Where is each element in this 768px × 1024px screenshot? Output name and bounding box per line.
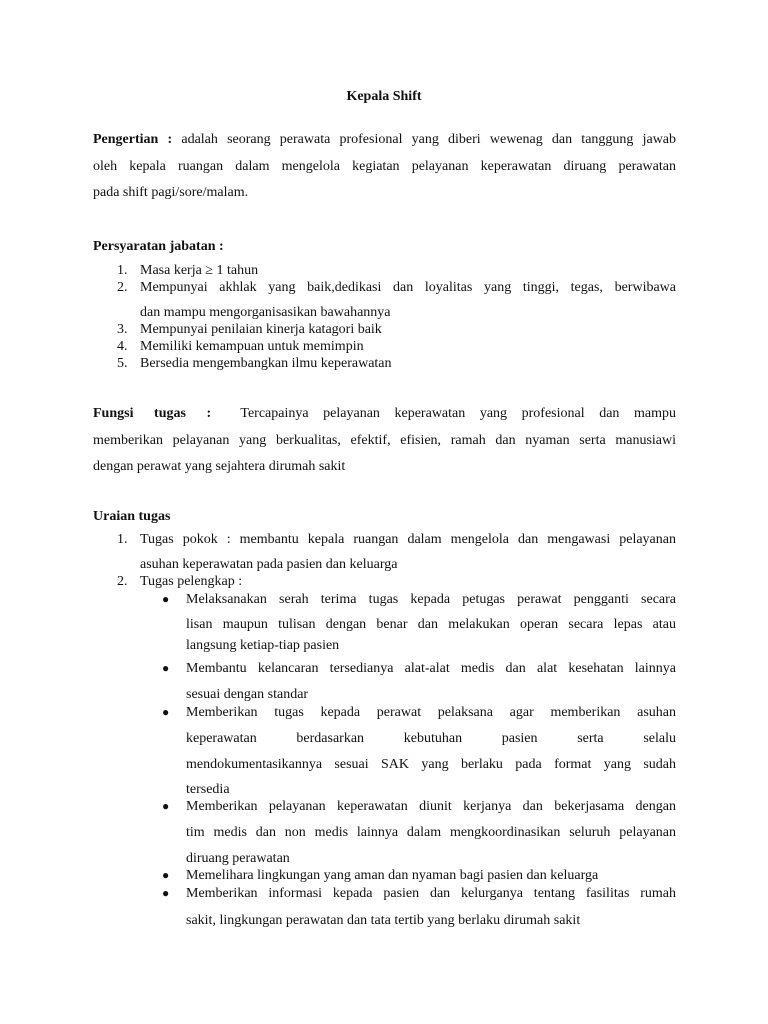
bullet-text-continued: mendokumentasikannya sesuai SAK yang berlaku pada format yang sudah bbox=[186, 757, 676, 772]
bullet-icon: ● bbox=[162, 868, 170, 882]
pengertian-text-1: adalah seorang perawata profesional yang diberi wewenag dan tanggung jawab bbox=[181, 132, 677, 147]
item-text-continued: dan mampu mengorganisasikan bawahannya bbox=[140, 305, 391, 320]
bullet-text-continued: lisan maupun tulisan dengan benar dan melakukan operan secara lepas atau bbox=[186, 617, 676, 632]
item-text: Mempunyai penilaian kinerja katagori baik bbox=[140, 322, 382, 337]
item-number: 2. bbox=[117, 280, 128, 295]
bullet-text: Melaksanakan serah terima tugas kepada petugas perawat pengganti secara bbox=[186, 592, 676, 607]
item-number: 3. bbox=[117, 322, 128, 337]
document-title: Kepala Shift bbox=[346, 89, 422, 104]
bullet-text-continued: tersedia bbox=[186, 782, 230, 797]
fungsi-line-1 bbox=[93, 401, 676, 428]
bullet-text-continued: sakit, lingkungan perawatan dan tata tertib yang berlaku dirumah sakit bbox=[186, 913, 581, 928]
fungsi-text-1: Tercapainya pelayanan keperawatan yang profesional dan mampu bbox=[240, 406, 676, 421]
item-number: 1. bbox=[117, 532, 128, 547]
pengertian-paragraph bbox=[93, 127, 676, 207]
bullet-text: Memberikan pelayanan keperawatan diunit kerjanya dan bekerjasama dengan bbox=[186, 799, 676, 814]
fungsi-paragraph bbox=[93, 401, 676, 481]
bullet-icon: ● bbox=[162, 886, 170, 900]
item-text: Mempunyai akhlak yang baik,dedikasi dan loyalitas yang tinggi, tegas, berwibawa bbox=[140, 280, 676, 295]
item-number: 2. bbox=[117, 574, 128, 589]
bullet-text-continued: diruang perawatan bbox=[186, 851, 290, 866]
bullet-text: Memberikan informasi kepada pasien dan kelurganya tentang fasilitas rumah bbox=[186, 886, 676, 901]
fungsi-label: Fungsi tugas : bbox=[93, 406, 212, 421]
bullet-icon: ● bbox=[162, 799, 170, 813]
item-number: 5. bbox=[117, 356, 128, 371]
persyaratan-heading: Persyaratan jabatan : bbox=[93, 239, 224, 254]
pengertian-line-2: oleh kepala ruangan dalam mengelola kegiatan pelayanan keperawatan diruang perawatan bbox=[93, 158, 676, 174]
bullet-icon: ● bbox=[162, 661, 170, 675]
pengertian-line-3: pada shift pagi/sore/malam. bbox=[93, 185, 249, 200]
bullet-text-continued: keperawatan berdasarkan kebutuhan pasien serta selalu bbox=[186, 731, 676, 746]
bullet-icon: ● bbox=[162, 592, 170, 606]
uraian-heading: Uraian tugas bbox=[93, 509, 171, 524]
bullet-text-continued: tim medis dan non medis lainnya dalam mengkoordinasikan seluruh pelayanan bbox=[186, 825, 676, 840]
bullet-text-continued: sesuai dengan standar bbox=[186, 687, 309, 702]
item-number: 1. bbox=[117, 263, 128, 278]
bullet-text-continued: langsung ketiap-tiap pasien bbox=[186, 638, 340, 653]
fungsi-line-2: memberikan pelayanan yang berkualitas, efektif, efisien, ramah dan nyaman serta manusiawi bbox=[93, 432, 676, 448]
item-text: Memiliki kemampuan untuk memimpin bbox=[140, 339, 364, 354]
item-text: Tugas pokok : membantu kepala ruangan dalam mengelola dan mengawasi pelayanan bbox=[140, 532, 676, 547]
item-text: Bersedia mengembangkan ilmu keperawatan bbox=[140, 356, 392, 371]
pengertian-line-1 bbox=[93, 127, 676, 154]
bullet-text: Membantu kelancaran tersedianya alat-alat medis dan alat kesehatan lainnya bbox=[186, 661, 676, 676]
fungsi-line-3: dengan perawat yang sejahtera dirumah sakit bbox=[93, 459, 346, 474]
item-text: Tugas pelengkap : bbox=[140, 574, 243, 589]
pengertian-label: Pengertian : bbox=[93, 132, 173, 147]
item-number: 4. bbox=[117, 339, 128, 354]
bullet-text: Memelihara lingkungan yang aman dan nyaman bagi pasien dan keluarga bbox=[186, 868, 599, 883]
bullet-icon: ● bbox=[162, 705, 170, 719]
bullet-text: Memberikan tugas kepada perawat pelaksana agar memberikan asuhan bbox=[186, 705, 676, 720]
item-text: Masa kerja ≥ 1 tahun bbox=[140, 263, 259, 278]
item-text-continued: asuhan keperawatan pada pasien dan keluarga bbox=[140, 557, 398, 572]
